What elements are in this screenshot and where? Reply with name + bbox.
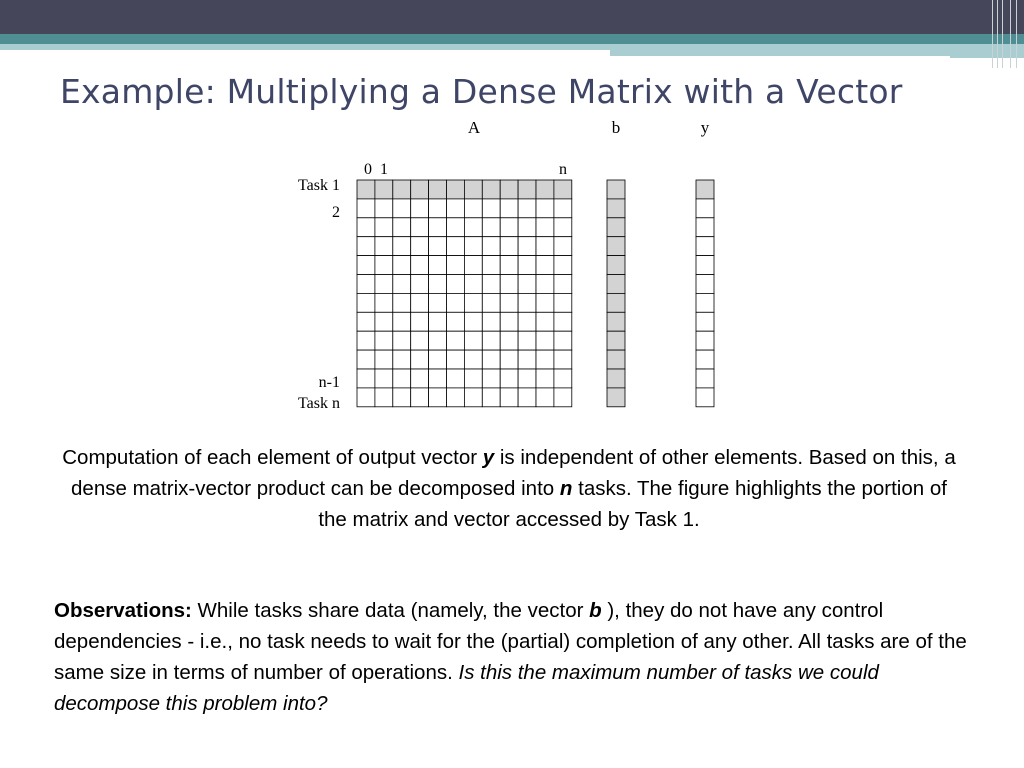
matrix-cell [411,218,429,237]
matrix-cell [464,293,482,312]
matrix-cell [447,256,465,275]
matrix-cell [393,275,411,294]
vector-b-cell [607,275,625,294]
matrix-cell [357,312,375,331]
matrix-cell [536,369,554,388]
matrix-cell [500,275,518,294]
slide-title: Example: Multiplying a Dense Matrix with a Vector [60,72,903,111]
matrix-cell [536,350,554,369]
matrix-cell [500,256,518,275]
matrix-cell [518,199,536,218]
vector-b-cell [607,237,625,256]
matrix-cell [536,331,554,350]
vector-b-cell [607,293,625,312]
matrix-cell [518,256,536,275]
vector-y-cell [696,331,714,350]
vector-y-cell [696,256,714,275]
header-vertical-line [992,0,993,68]
observations-label: Observations: [54,599,192,622]
vector-b-label: b [611,118,621,137]
matrix-cell [500,369,518,388]
emphasis-y: y [482,446,495,469]
matrix-cell [447,237,465,256]
column-label-1: 1 [380,161,388,178]
matrix-cell [447,293,465,312]
vector-b-cell [607,388,625,407]
vector-y-cell [696,237,714,256]
matrix-cell [536,312,554,331]
matrix-cell [518,369,536,388]
matrix-cell [464,312,482,331]
vector-y-cell [696,350,714,369]
matrix-vector-figure [280,112,740,417]
header-light-stripe-left [0,44,610,50]
vector-b-cell [607,331,625,350]
matrix-cell [500,312,518,331]
header-teal-stripe [0,34,1024,44]
matrix-cell [393,237,411,256]
matrix-cell [500,237,518,256]
matrix-cell [429,331,447,350]
matrix-cell [411,256,429,275]
vector-y-cell [696,218,714,237]
matrix-cell [500,199,518,218]
matrix-cell [482,331,500,350]
header-band [0,0,1024,34]
matrix-cell [536,180,554,199]
matrix-cell [464,388,482,407]
matrix-cell [464,180,482,199]
matrix-cell [518,180,536,199]
vector-b-cell [607,180,625,199]
matrix-cell [554,256,572,275]
matrix-cell [357,218,375,237]
matrix-cell [375,331,393,350]
matrix-cell [536,275,554,294]
observation-question: Is this the maximum number of tasks we could decompose this problem into? [54,661,879,715]
matrix-cell [375,199,393,218]
matrix-cell [357,275,375,294]
matrix-cell [393,199,411,218]
matrix-cell [447,218,465,237]
matrix-cell [375,388,393,407]
matrix-cell [554,218,572,237]
matrix-cell [500,350,518,369]
matrix-cell [411,180,429,199]
matrix-cell [464,237,482,256]
matrix-cell [393,331,411,350]
vector-y-cell [696,293,714,312]
header-vertical-line [1010,0,1011,68]
matrix-cell [411,293,429,312]
matrix-cell [429,256,447,275]
column-label-n: n [559,161,567,178]
matrix-cell [375,237,393,256]
matrix-cell [500,331,518,350]
matrix-cell [482,218,500,237]
matrix-cell [554,293,572,312]
matrix-cell [518,218,536,237]
header-white-line [610,56,950,59]
vector-y-cell [696,180,714,199]
matrix-cell [554,369,572,388]
matrix-cell [482,293,500,312]
matrix-cell [357,388,375,407]
matrix-cell [429,237,447,256]
matrix-cell [393,350,411,369]
matrix-cell [464,256,482,275]
vector-b [607,180,625,407]
matrix-cell [375,350,393,369]
vector-y-cell [696,199,714,218]
matrix-cell [554,180,572,199]
matrix-cell [429,199,447,218]
matrix-cell [375,293,393,312]
matrix-cell [393,218,411,237]
matrix-cell [393,180,411,199]
matrix-cell [536,199,554,218]
matrix-cell [357,199,375,218]
matrix-cell [518,293,536,312]
observations-paragraph: Observations: While tasks share data (namely, the vector b ), they do not have any control dependencies - i.e., no task needs to wait for the (partial) completion of any other. All tasks are of the same size in terms of number of operations. Is this the maximum number of tasks we could decompose this problem into? [54,599,967,715]
matrix-cell [429,369,447,388]
matrix-cell [357,331,375,350]
matrix-cell [429,180,447,199]
header-vertical-line [1002,0,1003,68]
vector-y [696,180,714,407]
emphasis-b: b [589,599,602,622]
vector-b-cell [607,350,625,369]
row-label-n-minus-1: n-1 [318,374,340,391]
vector-b-cell [607,199,625,218]
matrix-cell [357,350,375,369]
matrix-cell [429,275,447,294]
matrix-cell [357,237,375,256]
matrix-cell [411,369,429,388]
matrix-cell [554,331,572,350]
matrix-cell [393,388,411,407]
matrix-cell [500,218,518,237]
matrix-cell [393,256,411,275]
matrix-cell [554,275,572,294]
emphasis-n: n [559,477,573,500]
matrix-cell [464,369,482,388]
vector-y-cell [696,369,714,388]
matrix-cell [554,388,572,407]
matrix-cell [375,275,393,294]
header-vertical-line [1016,0,1017,68]
matrix-cell [482,199,500,218]
row-label-task-1: Task 1 [298,177,340,194]
matrix-cell [482,237,500,256]
matrix-cell [554,199,572,218]
matrix-cell [482,369,500,388]
matrix-cell [536,256,554,275]
matrix-cell [429,218,447,237]
vector-y-cell [696,388,714,407]
matrix-cell [464,331,482,350]
matrix-a [357,180,572,407]
vector-b-cell [607,369,625,388]
matrix-cell [375,180,393,199]
matrix-cell [375,256,393,275]
matrix-cell [554,237,572,256]
matrix-cell [500,293,518,312]
vector-b-cell [607,312,625,331]
matrix-cell [482,312,500,331]
matrix-cell [447,388,465,407]
matrix-cell [536,218,554,237]
matrix-cell [518,312,536,331]
matrix-cell [375,312,393,331]
matrix-cell [518,350,536,369]
matrix-cell [375,369,393,388]
matrix-cell [518,275,536,294]
row-label-task-n: Task n [298,395,340,412]
matrix-cell [518,237,536,256]
matrix-cell [411,199,429,218]
matrix-cell [447,369,465,388]
matrix-cell [482,180,500,199]
matrix-cell [482,350,500,369]
matrix-cell [411,312,429,331]
matrix-cell [500,180,518,199]
matrix-cell [464,275,482,294]
matrix-cell [429,350,447,369]
vector-y-cell [696,312,714,331]
matrix-cell [482,275,500,294]
matrix-cell [554,312,572,331]
matrix-cell [393,369,411,388]
matrix-cell [500,388,518,407]
matrix-label: A [467,118,481,137]
matrix-cell [554,350,572,369]
matrix-cell [429,388,447,407]
vector-b-cell [607,218,625,237]
matrix-cell [411,331,429,350]
header-vertical-line [997,0,998,68]
matrix-cell [429,293,447,312]
matrix-cell [393,312,411,331]
matrix-cell [357,369,375,388]
matrix-cell [447,350,465,369]
matrix-cell [411,275,429,294]
matrix-cell [536,388,554,407]
matrix-cell [536,293,554,312]
matrix-cell [357,180,375,199]
matrix-cell [447,180,465,199]
matrix-cell [447,331,465,350]
column-label-0: 0 [364,161,372,178]
matrix-cell [536,237,554,256]
matrix-cell [375,218,393,237]
matrix-cell [482,388,500,407]
matrix-cell [518,331,536,350]
matrix-cell [464,350,482,369]
matrix-cell [464,199,482,218]
matrix-cell [357,256,375,275]
row-label-2: 2 [332,204,340,221]
matrix-cell [447,312,465,331]
vector-b-cell [607,256,625,275]
description-paragraph: Computation of each element of output vector y is independent of other elements. Based on this, a dense matrix-vector product can be decomposed into n tasks. The figure highlights the portion of the matrix and vector accessed by Task 1. [62,446,956,531]
matrix-cell [518,388,536,407]
matrix-cell [482,256,500,275]
matrix-cell [447,275,465,294]
vector-y-cell [696,275,714,294]
matrix-cell [411,388,429,407]
matrix-cell [429,312,447,331]
matrix-cell [447,199,465,218]
matrix-cell [357,293,375,312]
matrix-cell [464,218,482,237]
matrix-cell [393,293,411,312]
matrix-cell [411,237,429,256]
vector-y-label: y [700,118,710,137]
matrix-cell [411,350,429,369]
